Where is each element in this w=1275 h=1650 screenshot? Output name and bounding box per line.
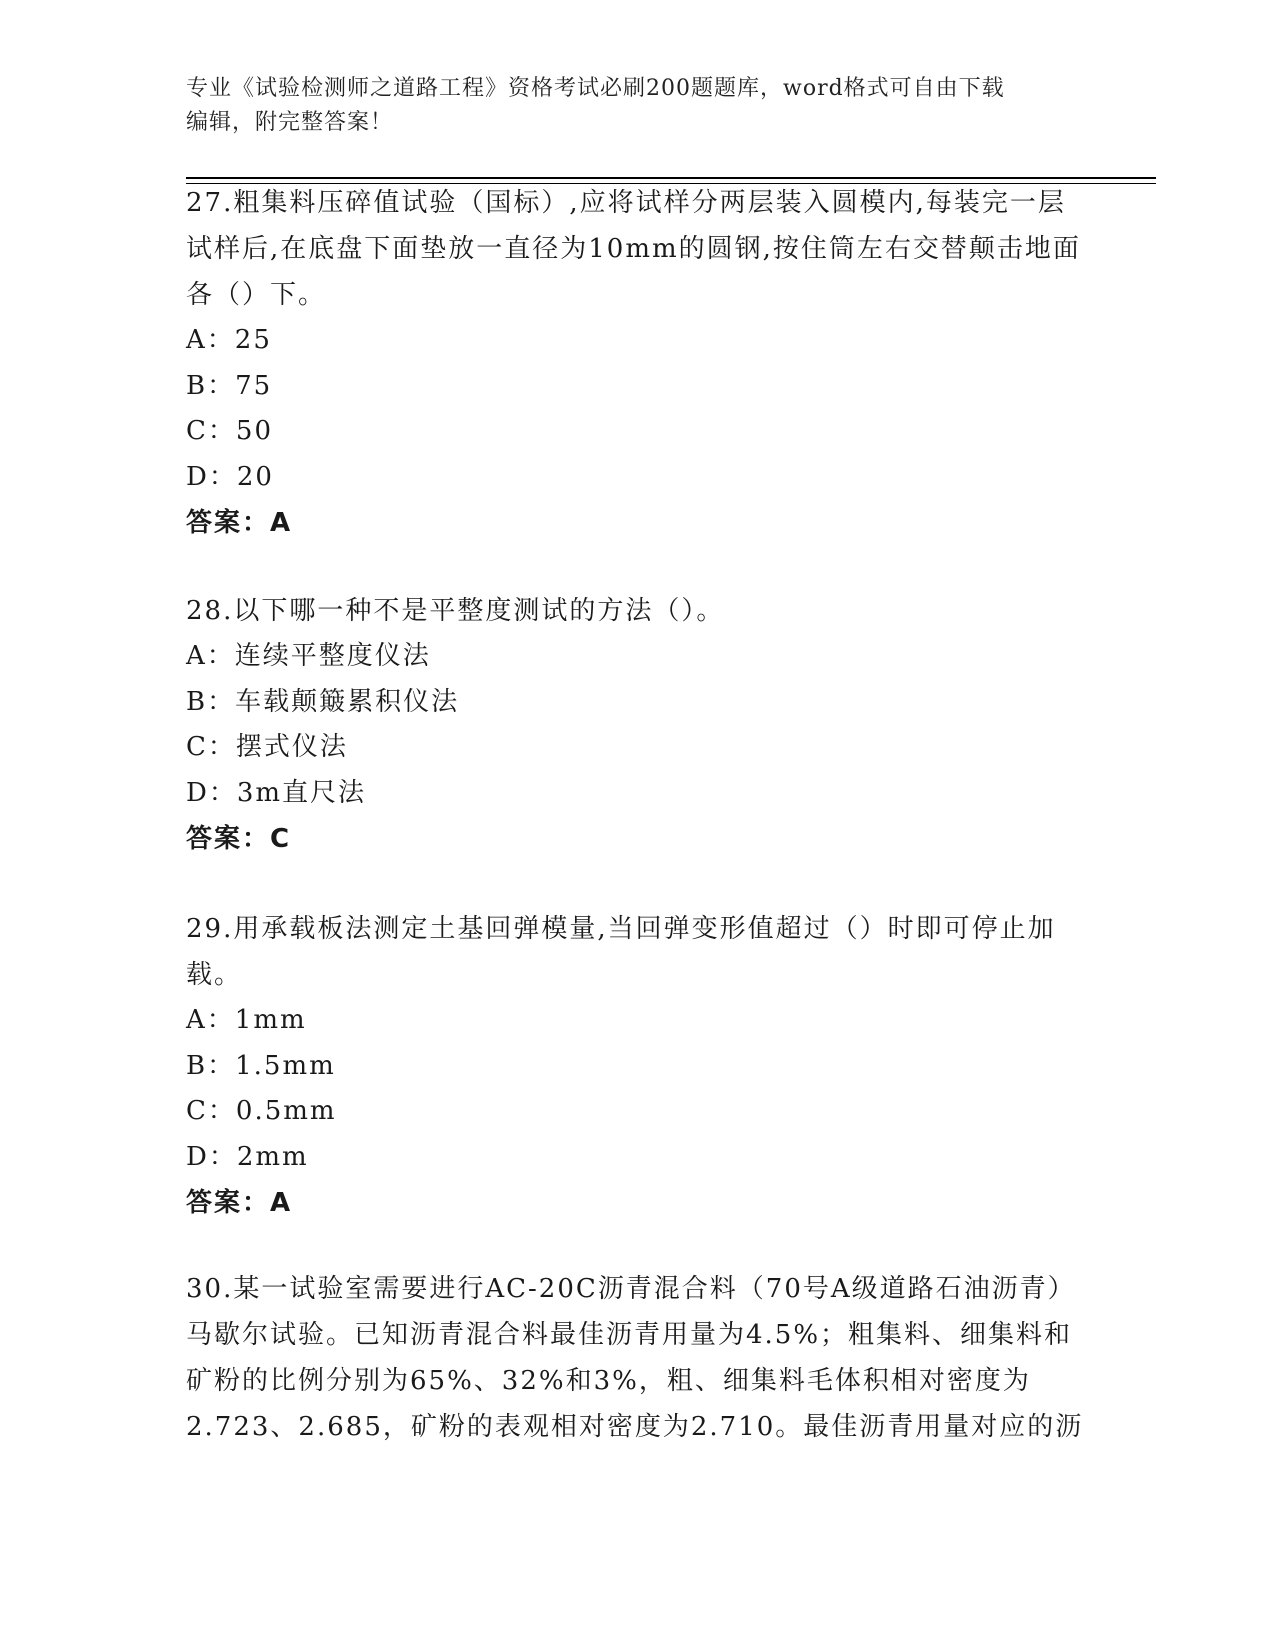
option-b (186, 1044, 1086, 1090)
option-a (186, 998, 1086, 1044)
answer: 答案：A (186, 508, 293, 538)
document-header (186, 72, 1086, 140)
option-text: 25 (234, 325, 272, 355)
option-text: 车载颠簸累积仪法 (235, 686, 460, 717)
question-stem: 30.某一试验室需要进行AC-20C沥青混合料（70号A级道路石油沥青）马歇尔试验。已知沥青混合料最佳沥青用量为4.5%；粗集料、细集料和矿粉的比例分别为65%、32%和3%，粗、细集料毛体积相对密度为2.723、2.685，矿粉的表观相对密度为2.710。最佳沥青用量对应的沥 (186, 1274, 1084, 1442)
option-c (186, 1089, 1086, 1135)
option-key: C： (186, 1096, 236, 1126)
header-line-1: 专业《试验检测师之道路工程》资格考试必刷200题题库，word格式可自由下载 (186, 76, 1005, 101)
option-d (186, 771, 1086, 817)
option-key: A： (186, 641, 235, 671)
question-30 (186, 1266, 1086, 1450)
option-key: B： (186, 370, 236, 401)
option-text: 2mm (236, 1141, 309, 1172)
option-d (186, 455, 1086, 501)
option-a (186, 634, 1086, 680)
option-b (186, 680, 1086, 726)
option-key: C： (186, 416, 236, 446)
question-stem: 28.以下哪一种不是平整度测试的方法（）。 (186, 596, 725, 626)
option-text: 20 (236, 461, 274, 492)
question-stem: 27.粗集料压碎值试验（国标）,应将试样分两层装入圆模内,每装完一层试样后,在底盘下面垫放一直径为10mm的圆钢,按住筒左右交替颠击地面各（）下。 (186, 188, 1081, 310)
option-key: D： (186, 777, 237, 808)
header-line-2: 编辑，附完整答案！ (186, 110, 394, 135)
option-key: A： (186, 1005, 235, 1035)
option-a (186, 318, 1086, 364)
option-text: 连续平整度仪法 (234, 641, 431, 671)
question-28 (186, 588, 1086, 862)
question-29 (186, 906, 1086, 1226)
option-text: 1.5mm (235, 1050, 336, 1081)
option-key: B： (186, 1050, 236, 1081)
answer: 答案：C (186, 824, 292, 854)
option-c (186, 725, 1086, 771)
option-c (186, 409, 1086, 455)
option-text: 75 (235, 370, 273, 401)
option-key: D： (186, 1141, 237, 1172)
header-divider-thick (186, 177, 1156, 179)
question-27 (186, 180, 1086, 546)
option-b (186, 364, 1086, 410)
option-key: B： (186, 686, 236, 717)
option-text: 1mm (234, 1005, 307, 1035)
option-d (186, 1135, 1086, 1181)
option-text: 3m直尺法 (236, 777, 367, 808)
option-key: D： (186, 461, 237, 492)
answer: 答案：A (186, 1188, 293, 1218)
option-text: 摆式仪法 (235, 732, 348, 762)
option-key: C： (186, 732, 236, 762)
option-text: 50 (235, 416, 273, 446)
option-text: 0.5mm (235, 1096, 337, 1126)
option-key: A： (186, 325, 235, 355)
question-stem: 29.用承载板法测定土基回弹模量,当回弹变形值超过（）时即可停止加载。 (186, 914, 1056, 990)
